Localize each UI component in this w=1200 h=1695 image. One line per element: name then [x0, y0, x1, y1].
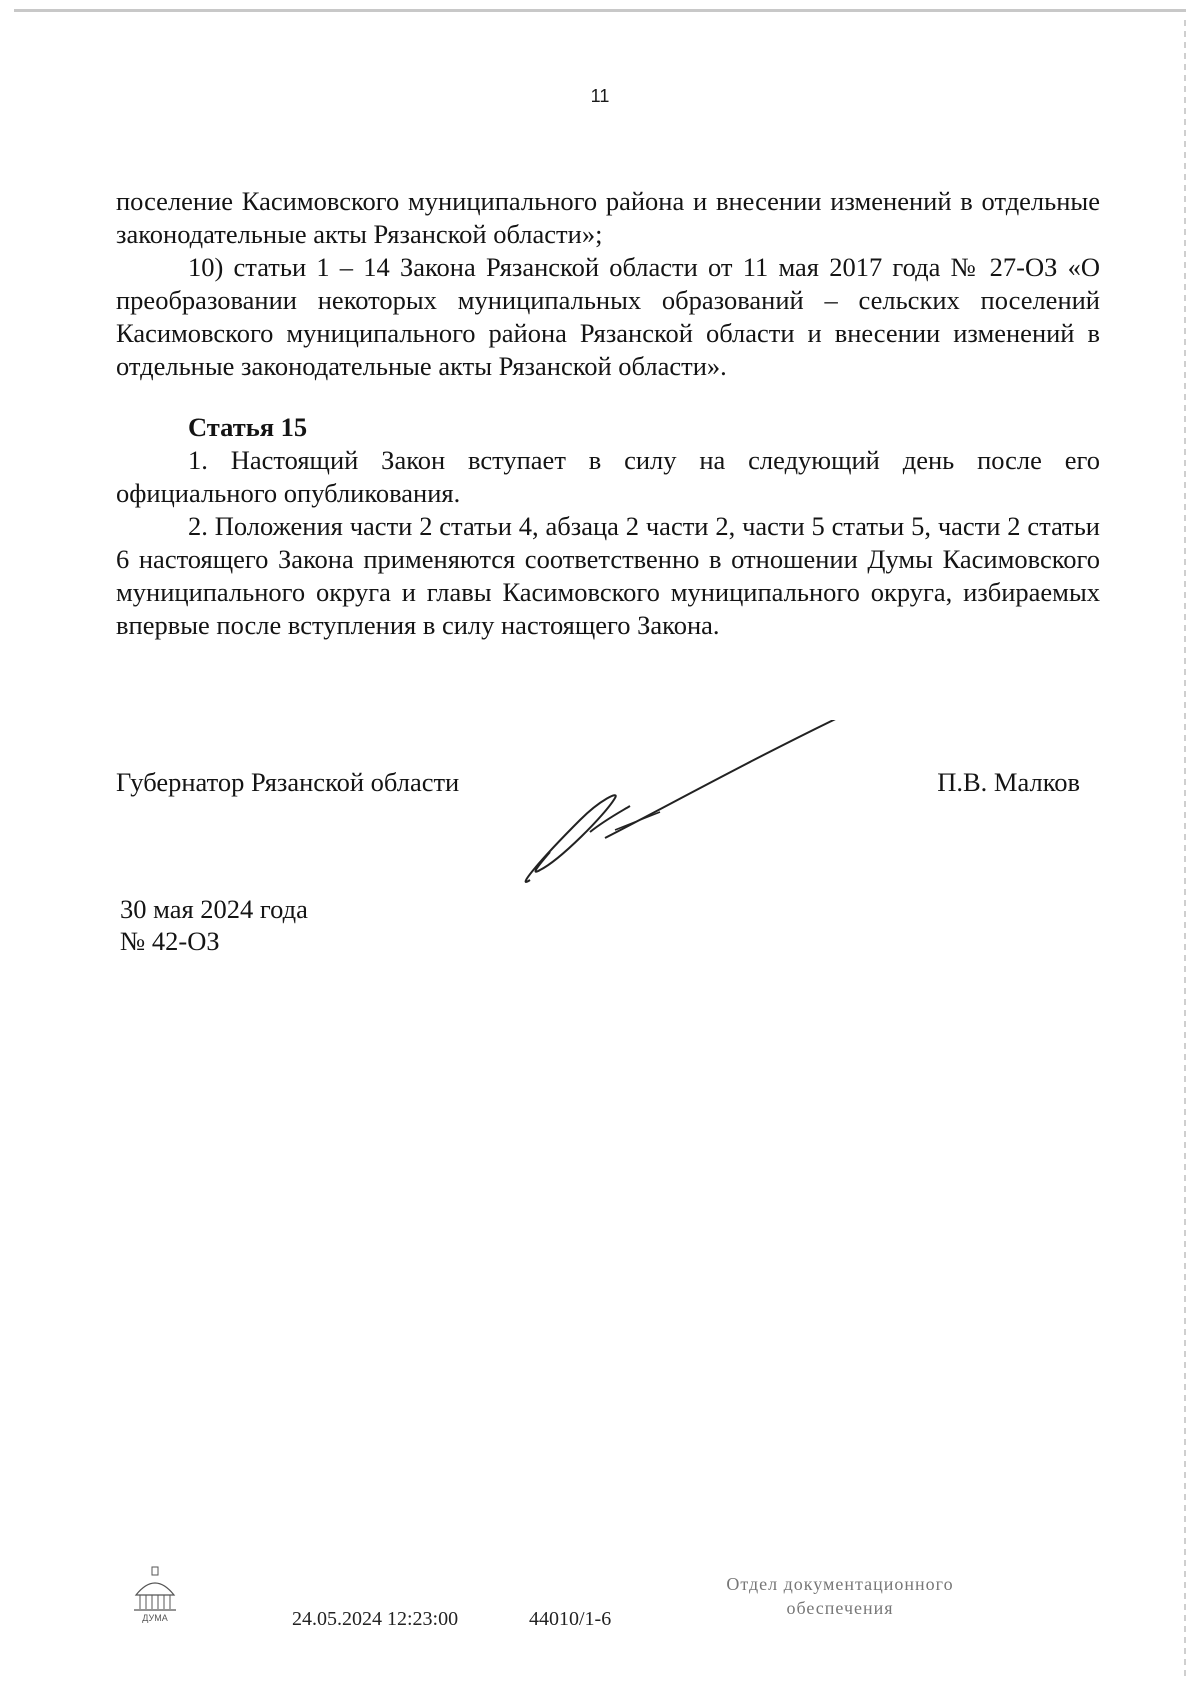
paragraph-continuation: поселение Касимовского муниципального района и внесении изменений в отдельные законодательные акты Рязанской области»; [116, 186, 1100, 249]
stamp-line-2: обеспечения [786, 1598, 894, 1618]
duma-logo-icon [128, 1565, 182, 1625]
page-number: 11 [590, 86, 610, 106]
body-text [116, 185, 1100, 642]
stamp-line-1: Отдел документационного [726, 1574, 954, 1594]
top-rule [14, 9, 1186, 12]
document-number: № 42-ОЗ [120, 926, 220, 956]
handwritten-signature [520, 720, 860, 895]
signatory-position: Губернатор Рязанской области [116, 767, 460, 797]
scan-edge [1184, 20, 1186, 1680]
article-item-1: 1. Настоящий Закон вступает в силу на следующий день после его официального опубликования. [116, 445, 1100, 508]
article-title: Статья 15 [188, 412, 308, 442]
signatory-name: П.В. Малков [937, 767, 1080, 797]
document-date-block [120, 893, 308, 957]
document-date: 30 мая 2024 года [120, 894, 308, 924]
svg-text:ДУМА: ДУМА [142, 1613, 168, 1623]
registration-number: 44010/1-6 [529, 1608, 612, 1630]
registration-timestamp: 24.05.2024 12:23:00 [292, 1608, 459, 1630]
department-stamp [690, 1572, 990, 1620]
paragraph-item-10: 10) статьи 1 – 14 Закона Рязанской области от 11 мая 2017 года № 27-ОЗ «О преобразовании некоторых муниципальных образований – сельских поселений Касимовского муниципального района Рязанской области и внесении изменений в отдельные законодательные акты Рязанской области». [116, 252, 1100, 381]
article-item-2: 2. Положения части 2 статьи 4, абзаца 2 части 2, части 5 статьи 5, части 2 статьи 6 настоящего Закона применяются соответственно в отношении Думы Касимовского муниципального округа и главы Касимовского муниципального округа, избираемых впервые после вступления в силу настоящего Закона. [116, 511, 1100, 640]
